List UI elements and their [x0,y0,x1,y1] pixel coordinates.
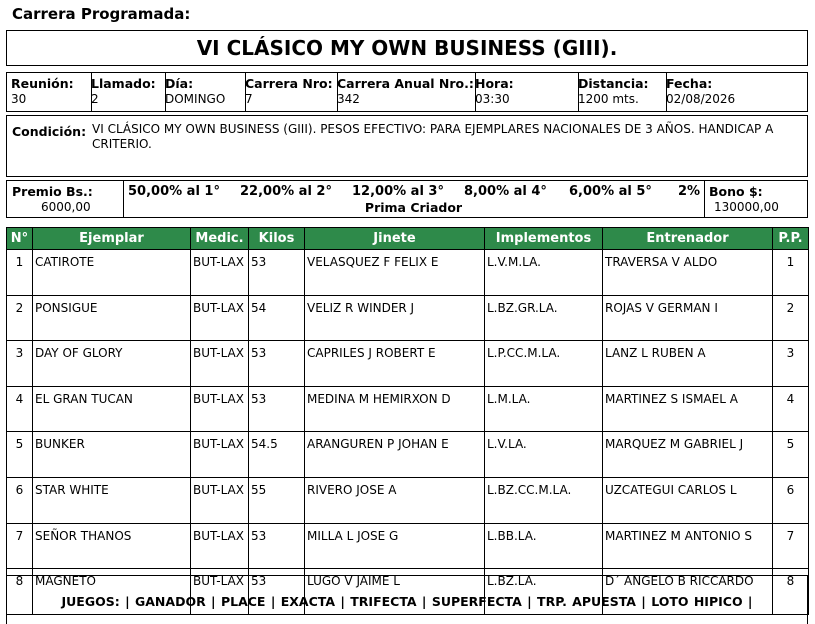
cell-number: 6 [7,477,33,523]
cell-number: 2 [7,295,33,341]
info-value: 2 [91,92,99,106]
cell-post-position: 3 [773,341,809,387]
col-header-trainer: Entrenador [603,228,773,250]
info-label: Llamado: [91,76,156,91]
cell-jockey: ARANGUREN P JOHAN E [305,432,485,478]
cell-trainer: UZCATEGUI CARLOS L [603,477,773,523]
cell-jockey: RIVERO JOSE A [305,477,485,523]
info-value: 03:30 [475,92,510,106]
cell-equipment: L.M.LA. [485,386,603,432]
cell-medication: BUT-LAX [191,295,249,341]
race-info-bar [6,72,808,112]
prize-split: 50,00% al 1° [128,184,220,199]
info-label: Distancia: [578,76,649,91]
cell-weight: 53 [249,386,305,432]
cell-weight: 54.5 [249,432,305,478]
cell-equipment: L.BB.LA. [485,523,603,569]
table-row [7,432,809,478]
prize-split: 8,00% al 4° [464,184,547,199]
info-value: 30 [11,92,27,106]
info-reunion [7,73,92,111]
cell-horse: EL GRAN TUCAN [33,386,191,432]
cell-weight: 53 [249,250,305,296]
cell-medication: BUT-LAX [191,477,249,523]
cell-jockey: MILLA L JOSE G [305,523,485,569]
cell-medication: BUT-LAX [191,569,249,615]
cell-equipment: L.P.CC.M.LA. [485,341,603,387]
info-hora [471,73,579,111]
info-value: 342 [337,92,360,106]
cell-jockey: VELASQUEZ F FELIX E [305,250,485,296]
cell-medication: BUT-LAX [191,523,249,569]
info-value: DOMINGO [165,92,226,106]
col-header-number: N° [7,228,33,250]
cell-weight: 55 [249,477,305,523]
prize-splits [123,181,705,217]
cell-number: 1 [7,250,33,296]
condition-box [6,115,808,177]
info-label: Hora: [475,76,514,91]
cell-number: 5 [7,432,33,478]
cell-medication: BUT-LAX [191,432,249,478]
cell-post-position: 8 [773,569,809,615]
info-carrera-anual [333,73,476,111]
cell-jockey: CAPRILES J ROBERT E [305,341,485,387]
info-llamado [87,73,166,111]
games-bar: JUEGOS: | GANADOR | PLACE | EXACTA | TRIFECTA | SUPERFECTA | TRP. APUESTA | LOTO HIPICO | [6,575,808,624]
cell-trainer: D´ ANGELO B RICCARDO [603,569,773,615]
cell-medication: BUT-LAX [191,386,249,432]
info-value: 7 [245,92,253,106]
cell-horse: PONSIGUE [33,295,191,341]
cell-horse: SEÑOR THANOS [33,523,191,569]
info-label: Fecha: [666,76,713,91]
cell-horse: MAGNETO [33,569,191,615]
cell-number: 4 [7,386,33,432]
cell-number: 8 [7,569,33,615]
info-label: Carrera Nro: [245,76,333,91]
cell-equipment: L.V.M.LA. [485,250,603,296]
cell-number: 7 [7,523,33,569]
table-row [7,386,809,432]
cell-equipment: L.BZ.GR.LA. [485,295,603,341]
prize-label: Premio Bs.: [12,184,93,199]
race-title: VI CLÁSICO MY OWN BUSINESS (GIII). [6,30,808,66]
cell-jockey: MEDINA M HEMIRXON D [305,386,485,432]
cell-jockey: LUGO V JAIME L [305,569,485,615]
info-value: 1200 mts. [578,92,639,106]
bonus-cell [704,181,807,217]
info-dia [161,73,246,111]
cell-medication: BUT-LAX [191,341,249,387]
condition-label: Condición: [12,124,87,139]
cell-horse: DAY OF GLORY [33,341,191,387]
info-carrera-nro [241,73,338,111]
col-header-equipment: Implementos [485,228,603,250]
col-header-medication: Medic. [191,228,249,250]
cell-equipment: L.BZ.LA. [485,569,603,615]
info-label: Carrera Anual Nro.: [337,76,474,91]
prize-split: 12,00% al 3° [352,184,444,199]
cell-trainer: TRAVERSA V ALDO [603,250,773,296]
table-row [7,523,809,569]
cell-horse: CATIROTE [33,250,191,296]
info-label: Reunión: [11,76,74,91]
condition-text: VI CLÁSICO MY OWN BUSINESS (GIII). PESOS EFECTIVO: PARA EJEMPLARES NACIONALES DE 3 AÑOS. HANDICAP A CRITERIO. [92,122,774,151]
cell-post-position: 5 [773,432,809,478]
cell-weight: 53 [249,523,305,569]
cell-trainer: MARQUEZ M GABRIEL J [603,432,773,478]
prize-split: 2% [678,184,701,199]
cell-horse: STAR WHITE [33,477,191,523]
table-row [7,295,809,341]
prize-value: 6000,00 [41,200,91,214]
col-header-weight: Kilos [249,228,305,250]
entries-table [6,227,809,615]
table-row [7,341,809,387]
col-header-horse: Ejemplar [33,228,191,250]
cell-trainer: MARTINEZ S ISMAEL A [603,386,773,432]
cell-equipment: L.BZ.CC.M.LA. [485,477,603,523]
info-value: 02/08/2026 [666,92,736,106]
prize-box [6,180,808,218]
cell-post-position: 7 [773,523,809,569]
bonus-label: Bono $: [709,184,763,199]
breeder-label: Prima Criador [364,200,463,215]
col-header-jockey: Jinete [305,228,485,250]
cell-medication: BUT-LAX [191,250,249,296]
cell-equipment: L.V.LA. [485,432,603,478]
cell-trainer: ROJAS V GERMAN I [603,295,773,341]
col-header-post-position: P.P. [773,228,809,250]
prize-split: 6,00% al 5° [569,184,652,199]
table-row [7,250,809,296]
cell-horse: BUNKER [33,432,191,478]
prize-split: 22,00% al 2° [240,184,332,199]
cell-post-position: 6 [773,477,809,523]
cell-post-position: 2 [773,295,809,341]
cell-trainer: LANZ L RUBEN A [603,341,773,387]
cell-post-position: 1 [773,250,809,296]
cell-post-position: 4 [773,386,809,432]
cell-jockey: VELIZ R WINDER J [305,295,485,341]
info-distancia [574,73,667,111]
prize-cell [7,181,124,217]
info-fecha [662,73,811,111]
cell-weight: 54 [249,295,305,341]
cell-weight: 53 [249,569,305,615]
cell-trainer: MARTINEZ M ANTONIO S [603,523,773,569]
cell-number: 3 [7,341,33,387]
info-label: Día: [165,76,194,91]
table-header-row [7,228,809,250]
cell-weight: 53 [249,341,305,387]
section-title: Carrera Programada: [12,5,191,23]
table-row [7,477,809,523]
bonus-value: 130000,00 [714,200,779,214]
